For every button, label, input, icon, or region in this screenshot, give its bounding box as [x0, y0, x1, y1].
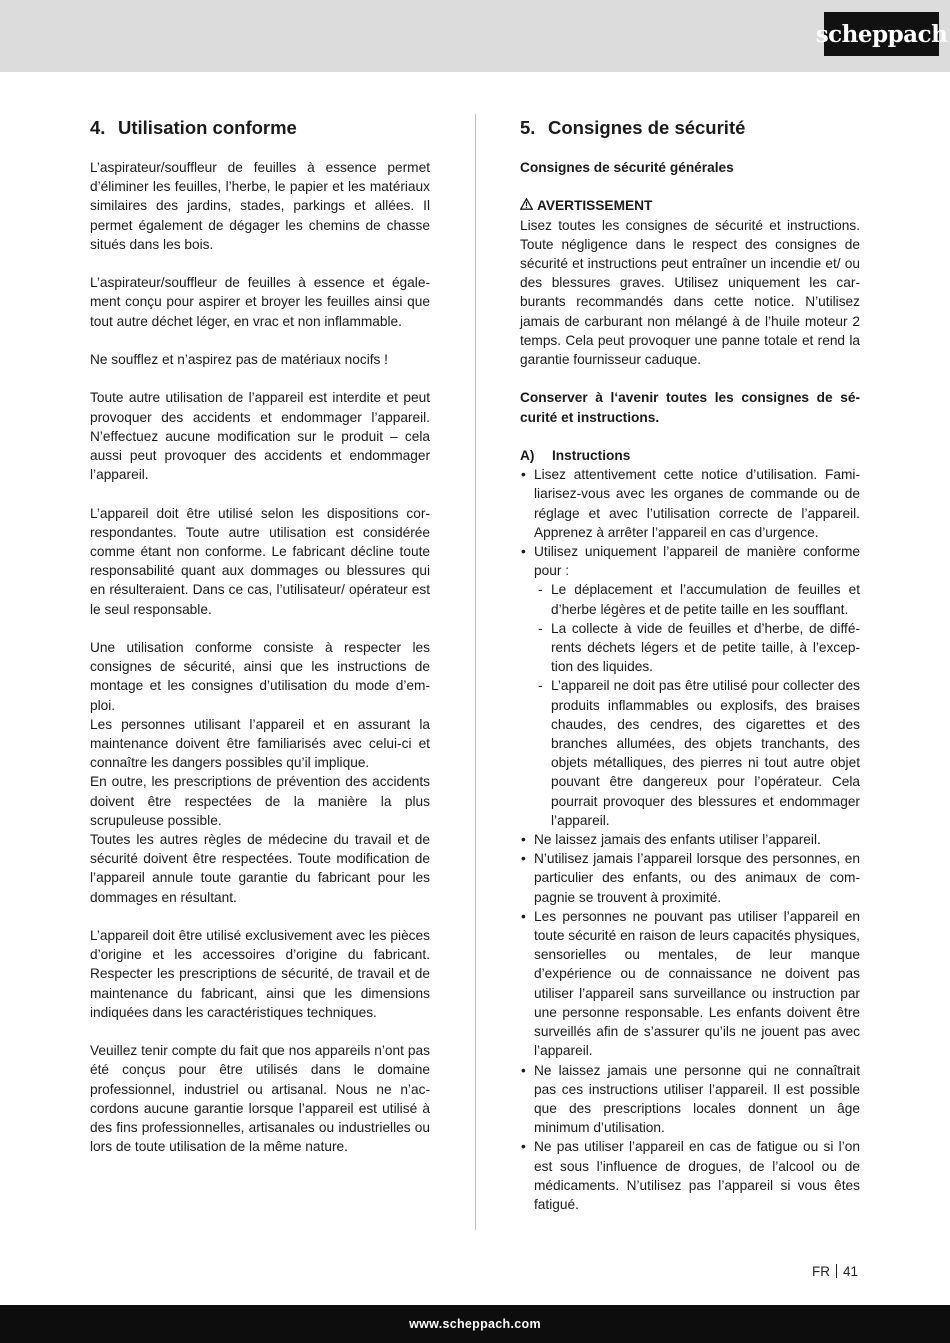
- sub-list-item: - L’appareil ne doit pas être utilisé pour collecter des produits inflammables ou explosifs, des braises chaudes, des cendres, des cigarettes et des branches allumées, des objets tranchants, des objets métalliques, des pierres ni tout autre objet pouvant être dangereux pour l’opérateur. Cela pourrait provoquer des blessures et endommager l’appareil.: [534, 676, 860, 830]
- list-item: • Ne pas utiliser l’appareil en cas de fatigue ou si l’on est sous l’influence de drogues, de l’alcool ou de médicaments. N’utilisez pas l’appareil si vous êtes fatigué.: [520, 1137, 860, 1214]
- list-item-text: Utilisez uniquement l’appareil de manière conforme pour :: [534, 544, 860, 579]
- paragraph: En outre, les prescriptions de prévention des accidents doivent être respectées de la manière la plus scrupuleuse possible.: [90, 774, 430, 828]
- section-a-letter: A): [520, 448, 535, 463]
- paragraph: Toutes les autres règles de médecine du travail et de sécurité doivent être respectées. Toute modification de l’appareil annule toute garantie du fabricant pour les dommages en résultant.: [90, 832, 430, 905]
- paragraph: L’aspirateur/souffleur de feuilles à essence et également conçu pour aspirer et broyer les feuilles ainsi que tout autre déchet léger, en vrac et non inflammable.: [90, 275, 430, 329]
- section-a-heading: [520, 446, 860, 465]
- column-divider: [475, 114, 476, 1230]
- page-number-separator: [836, 1264, 837, 1278]
- section-4-number: 4.: [90, 117, 106, 138]
- paragraph: L’aspirateur/souffleur de feuilles à essence permet d’éliminer les feuilles, l’herbe, le papier et les matériaux similaires des jardins, stades, parkings et allées. Il permet également de dégager les chemins de chasse situés dans les bois.: [90, 160, 430, 252]
- paragraph: Ne soufflez et n’aspirez pas de matériaux nocifs !: [90, 352, 388, 367]
- list-item: • Lisez attentivement cette notice d’utilisation. Familiarisez-vous avec les organes de commande ou de réglage et avec l’utilisation correcte de l’appareil. Apprenez à arrêter l’appareil en cas d’urgence.: [520, 465, 860, 542]
- instructions-list: [520, 465, 860, 1214]
- list-item: • Ne laissez jamais des enfants utiliser l’appareil.: [520, 830, 860, 849]
- left-column: [90, 116, 430, 1156]
- warning-text: Lisez toutes les consignes de sécurité et instructions. Toute négligence dans le respect des consignes de sécurité et instructions peut entraîner un incendie et/ ou des blessures graves. Utilisez uniquement les carburants recommandés dans cette notice. N’utilisez jamais de carburant non mélangé à de l’huile moteur 2 temps. Cela peut provoquer une panne totale et rend la garantie fournisseur caduque.: [520, 217, 860, 368]
- warning-triangle-icon: [520, 196, 534, 215]
- section-a-title: Instructions: [552, 448, 631, 463]
- sub-list-item: - La collecte à vide de feuilles et d’herbe, de différents déchets légers et de petite taille, à l’exception des liquides.: [534, 619, 860, 677]
- subsection-title: Consignes de sécurité générales: [520, 160, 734, 175]
- sub-list-item: - Le déplacement et l’accumulation de feuilles et d’herbe légères et de petite taille en les soufflant.: [534, 580, 860, 618]
- paragraph: Les personnes utilisant l’appareil et en assurant la maintenance doivent être familiarisés avec celui-ci et connaître les dangers possibles qu’il implique.: [90, 716, 430, 771]
- brand-logo: scheppach: [824, 12, 939, 56]
- section-5-number: 5.: [520, 117, 536, 138]
- section-5-heading: [520, 116, 860, 140]
- section-5-title: Consignes de sécurité: [548, 117, 746, 138]
- list-item: • Les personnes ne pouvant pas utiliser l’appareil en toute sécurité en raison de leurs capacités physiques, sensorielles ou mentales, de leur manque d’expérience ou de connaissance ne doivent pas utiliser l’appareil sans surveillance ou instruction par une personne responsable. Les enfants doivent être surveillés afin de s’assurer qu’ils ne jouent pas avec l’appareil.: [520, 907, 860, 1061]
- sub-list: [534, 580, 860, 830]
- paragraph: L’appareil doit être utilisé exclusivement avec les pièces d’origine et les accessoires d’origine du fabricant. Respecter les prescriptions de sécurité, de travail et de maintenance du fabricant, ainsi que les dimensions indiquées dans les caractéristiques techniques.: [90, 928, 430, 1020]
- list-item: • Ne laissez jamais une personne qui ne connaîtrait pas ces instructions utiliser l’appareil. Il est possible que des prescriptions locales donnent un âge minimum d’utilisation.: [520, 1061, 860, 1138]
- keep-instructions-note: Conserver à l‘avenir toutes les consignes de sécurité et instructions.: [520, 390, 860, 425]
- warning-heading: [520, 196, 860, 215]
- page-number: [812, 1264, 858, 1279]
- list-item: • N’utilisez jamais l’appareil lorsque des personnes, en particulier des enfants, ou des animaux de compagnie se trouvent à proximité.: [520, 849, 860, 907]
- warning-label: AVERTISSEMENT: [537, 198, 653, 214]
- right-column: [520, 116, 860, 1214]
- paragraph: Toute autre utilisation de l’appareil est interdite et peut provoquer des accidents et endommager l’appareil. N’effectuez aucune modification sur le produit – cela aussi peut provoquer des accidents et endommager l’appareil.: [90, 390, 430, 483]
- page-language: FR: [812, 1264, 830, 1279]
- paragraph: Une utilisation conforme consiste à respecter les consignes de sécurité, ainsi que les instructions de montage et les consignes d’utilisation du mode d’emploi.: [90, 640, 430, 713]
- list-item: [520, 542, 860, 830]
- page-number-value: 41: [843, 1264, 859, 1279]
- section-4-title: Utilisation conforme: [118, 117, 297, 138]
- paragraph: Veuillez tenir compte du fait que nos appareils n’ont pas été conçus pour être utilisés dans le domaine professionnel, industriel ou artisanal. Nous ne n’accordons aucune garantie lorsque l’appareil est utilisé à des fins professionnelles, artisanales ou industrielles ou lors de toute utilisation de la même nature.: [90, 1043, 430, 1155]
- page-header: [0, 0, 950, 72]
- section-4-heading: [90, 116, 430, 140]
- page-footer: [0, 1305, 950, 1343]
- paragraph: L’appareil doit être utilisé selon les dispositions correspondantes. Toute autre utilisation est considérée comme étant non conforme. Le fabricant décline toute responsabilité quant aux dommages ou blessures qui en résulteraient. Dans ce cas, l’utilisateur/ opérateur est le seul responsable.: [90, 505, 430, 617]
- website-link[interactable]: www.scheppach.com: [409, 1317, 541, 1331]
